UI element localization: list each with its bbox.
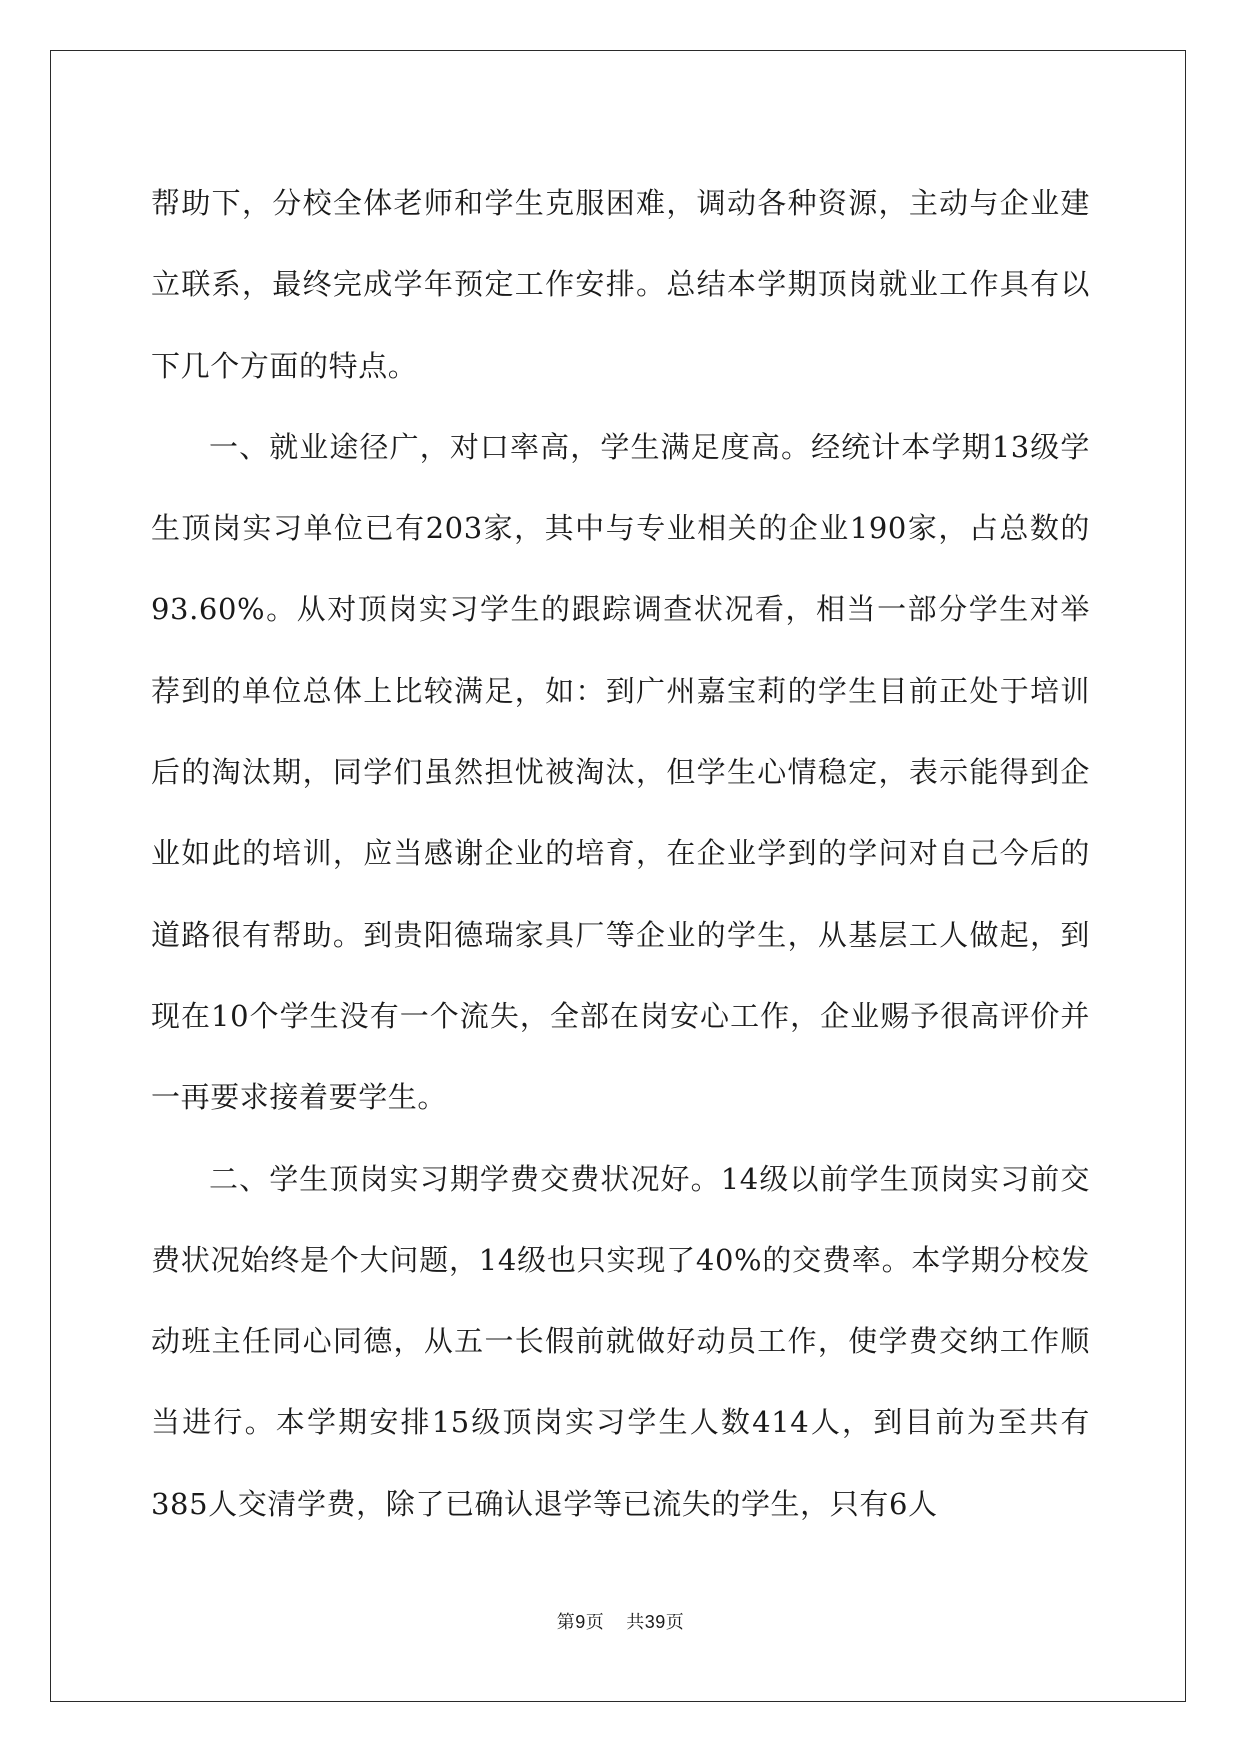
page-suffix: 页 (585, 1612, 605, 1633)
page-total-number: 39 (644, 1612, 666, 1632)
paragraph-1: 帮助下，分校全体老师和学生克服困难，调动各种资源，主动与企业建立联系，最终完成学年预定工作安排。总结本学期顶岗就业工作具有以下几个方面的特点。 (151, 186, 1090, 383)
paragraph-3: 二、学生顶岗实习期学费交费状况好。14级以前学生顶岗实习前交费状况始终是个大问题，14级也只实现了40%的交费率。本学期分校发动班主任同心同德，从五一长假前就做好动员工作，使学费交纳工作顺当进行。本学期安排15级顶岗实习学生人数414人，到目前为至共有385人交清学费，除了已确认退学等已流失的学生，只有6人 (151, 1161, 1090, 1521)
total-prefix: 共 (626, 1612, 645, 1633)
page-current-number: 9 (575, 1612, 586, 1632)
page-footer (0, 1608, 1241, 1634)
total-suffix: 页 (665, 1612, 685, 1633)
page-prefix: 第 (556, 1612, 576, 1633)
paragraph-2: 一、就业途径广，对口率高，学生满足度高。经统计本学期13级学生顶岗实习单位已有203家，其中与专业相关的企业190家，占总数的93.60%。从对顶岗实习学生的跟踪调查状况看，相当一部分学生对举荐到的单位总体上比较满足，如：到广州嘉宝莉的学生目前正处于培训后的淘汰期，同学们虽然担忧被淘汰，但学生心情稳定，表示能得到企业如此的培训，应当感谢企业的培育，在企业学到的学问对自己今后的道路很有帮助。到贵阳德瑞家具厂等企业的学生，从基层工人做起，到现在10个学生没有一个流失，全部在岗安心工作，企业赐予很高评价并一再要求接着要学生。 (151, 429, 1090, 1115)
document-body (151, 163, 1090, 1545)
